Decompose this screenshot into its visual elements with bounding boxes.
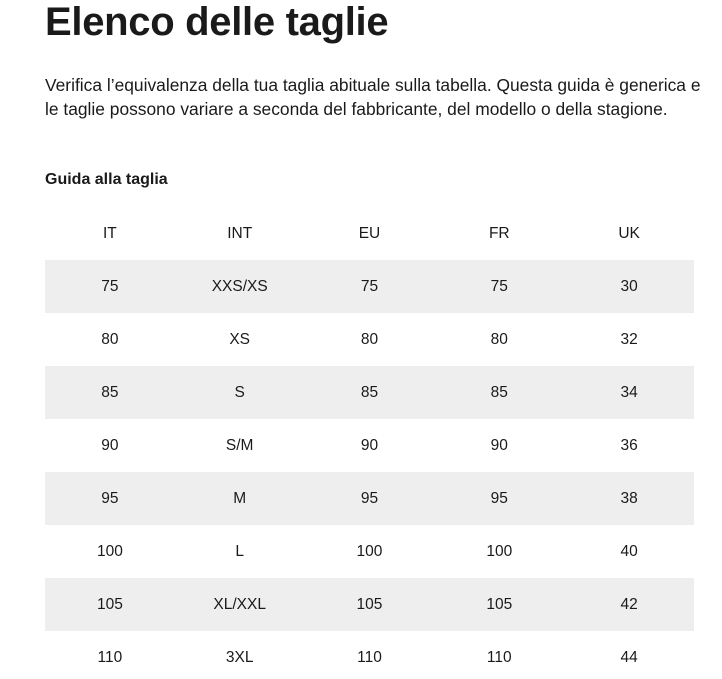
page-description: Verifica l’equivalenza della tua taglia abituale sulla tabella. Questa guida è generica e le taglie possono variare a seconda del fabbricante, del modello o della stagione. (45, 75, 701, 119)
cell-it: 85 (101, 383, 119, 401)
cell-eu: 90 (360, 436, 379, 454)
cell-it: 80 (101, 330, 119, 348)
table-row (45, 313, 694, 366)
table-row (45, 419, 694, 472)
column-header-eu: EU (358, 224, 381, 242)
cell-it: 110 (97, 648, 123, 666)
cell-fr: 75 (490, 277, 508, 295)
cell-it: 75 (101, 277, 119, 295)
page-title: Elenco delle taglie (45, 0, 389, 44)
cell-fr: 90 (490, 436, 508, 454)
table-row (45, 525, 694, 578)
table-row (45, 366, 694, 419)
table-row (45, 472, 694, 525)
cell-int: M (233, 489, 247, 507)
cell-int: XXS/XS (211, 277, 268, 295)
cell-int: XL/XXL (213, 595, 266, 613)
cell-int: S/M (225, 436, 254, 454)
cell-uk: 40 (620, 542, 638, 560)
cell-it: 105 (96, 595, 123, 613)
cell-eu: 95 (360, 489, 379, 507)
cell-eu: 75 (360, 277, 379, 295)
cell-int: XS (229, 330, 251, 348)
column-header-fr: FR (488, 224, 510, 242)
cell-uk: 38 (620, 489, 638, 507)
table-row (45, 578, 694, 631)
table-row (45, 631, 694, 679)
cell-eu: 105 (356, 595, 383, 613)
cell-uk: 42 (620, 595, 638, 613)
cell-fr: 105 (486, 595, 513, 613)
table-header-row (45, 207, 694, 260)
table-row (45, 260, 694, 313)
cell-eu: 110 (357, 648, 382, 666)
cell-fr: 100 (486, 542, 513, 560)
cell-eu: 80 (360, 330, 379, 348)
size-table (45, 207, 694, 679)
cell-int: S (234, 383, 245, 401)
column-header-int: INT (227, 224, 253, 242)
cell-uk: 44 (620, 648, 638, 666)
cell-it: 90 (101, 436, 119, 454)
cell-fr: 85 (490, 383, 508, 401)
cell-uk: 30 (620, 277, 638, 295)
guide-title: Guida alla taglia (45, 171, 168, 188)
cell-eu: 85 (360, 383, 379, 401)
cell-fr: 95 (490, 489, 508, 507)
cell-eu: 100 (356, 542, 383, 560)
column-header-uk: UK (618, 224, 640, 242)
cell-fr: 80 (490, 330, 508, 348)
cell-int: 3XL (225, 648, 254, 666)
cell-int: L (235, 542, 244, 560)
cell-fr: 110 (486, 648, 512, 666)
cell-uk: 32 (620, 330, 638, 348)
column-header-it: IT (103, 224, 117, 242)
cell-uk: 36 (620, 436, 638, 454)
cell-uk: 34 (620, 383, 638, 401)
cell-it: 100 (96, 542, 123, 560)
cell-it: 95 (101, 489, 119, 507)
